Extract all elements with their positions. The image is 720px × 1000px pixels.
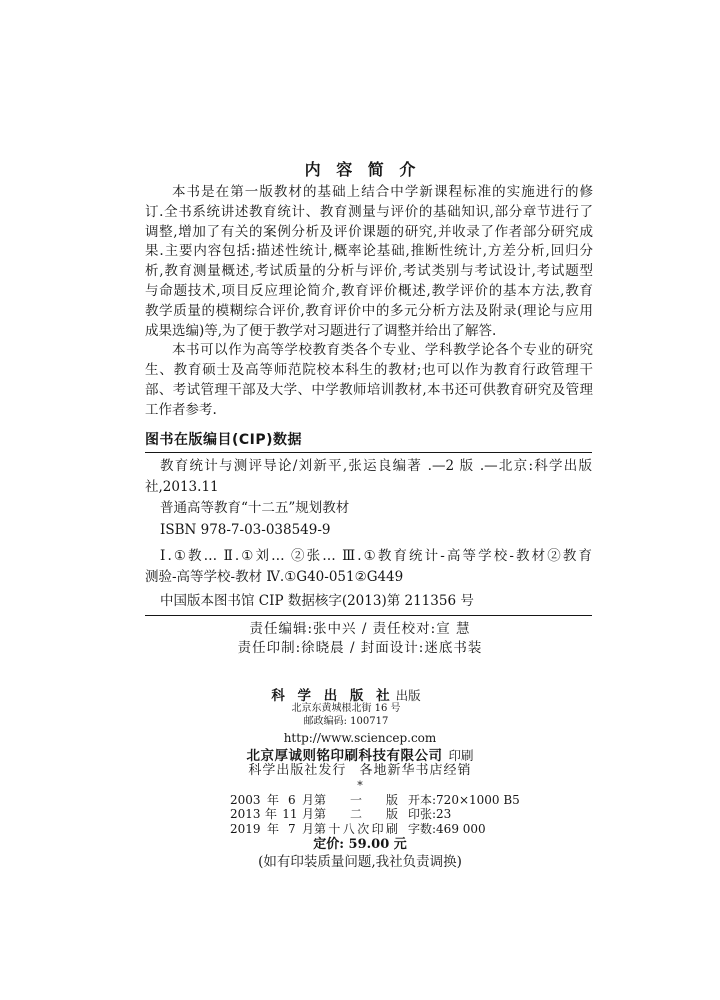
cip-line: 普通高等教育“十二五”规划教材 [160, 500, 350, 516]
edition-label: 第 一 版 [314, 793, 398, 807]
summary-line: 教学质量的模糊综合评价,教育评价中的多元分析方法及附录(理论与应用 [145, 302, 593, 319]
edition-row [230, 807, 451, 821]
printer-line [0, 746, 720, 764]
summary-title: 内 容 简 介 [304, 160, 421, 179]
edition-date: 2003 年 6 月 [230, 793, 314, 807]
summary-line: 本书可以作为高等学校教育类各个专业、学科教学论各个专业的研究 [172, 342, 593, 359]
edition-spec: 字数:469 000 [408, 822, 486, 836]
summary-text [145, 183, 593, 421]
publisher-url: http://www.sciencep.com [283, 731, 437, 745]
publisher-suffix: 出版 [395, 688, 421, 703]
publisher-address: 北京东黄城根北街 16 号 [291, 703, 401, 714]
summary-line: 与命题技术,项目反应理论简介,教育评价概述,教学评价的基本方法,教育 [145, 282, 593, 299]
cip-line: 测验-高等学校-教材 Ⅳ.①G40-051②G449 [145, 569, 404, 585]
summary-line: 本书是在第一版教材的基础上结合中学新课程标准的实施进行的修 [172, 184, 593, 200]
summary-line: 成果选编)等,为了便于教学对习题进行了调整并给出了解答. [145, 322, 497, 339]
summary-line: 调整,增加了有关的案例分析及评价课题的研究,并收录了作者部分研究成 [145, 223, 593, 240]
edition-label: 第十八次印刷 [314, 822, 398, 836]
summary-line: 析,教育测量概述,考试质量的分析与评价,考试类别与考试设计,考试题型 [145, 263, 593, 280]
credit-line: 责任编辑:张中兴 / 责任校对:宣 慧 [249, 621, 471, 637]
summary-line: 订.全书系统讲述教育统计、教育测量与评价的基础知识,部分章节进行了 [145, 203, 593, 220]
edition-spec: 印张:23 [408, 807, 452, 821]
edition-row [230, 822, 486, 836]
summary-line: 果.主要内容包括:描述性统计,概率论基础,推断性统计,方差分析,回归分 [145, 243, 593, 260]
cip-line: 社,2013.11 [145, 479, 219, 495]
publisher-postcode: 邮政编码: 100717 [303, 716, 389, 727]
edition-date: 2013 年 11 月 [230, 807, 314, 821]
cip-line: Ⅰ.①教… Ⅱ.①刘… ②张… Ⅲ.①教育统计-高等学校-教材②教育 [160, 548, 592, 564]
edition-label: 第 二 版 [314, 807, 398, 821]
summary-line: 部、考试管理干部及大学、中学教师培训教材,本书还可供教育研究及管理 [145, 381, 593, 398]
publisher-logo-text: 科 学 出 版 社 [271, 688, 394, 704]
edition-row [230, 793, 520, 807]
separator-asterisk: * [357, 779, 363, 792]
cip-isbn: ISBN 978-7-03-038549-9 [160, 522, 331, 538]
cip-top-rule [145, 452, 592, 453]
price: 定价: 59.00 元 [313, 837, 407, 852]
distribution-line: 科学出版社发行 各地新华书店经销 [248, 763, 472, 778]
printer-name: 北京厚诚则铭印刷科技有限公司 [246, 748, 443, 764]
cip-bottom-rule [145, 615, 592, 616]
summary-line: 工作者参考. [145, 401, 217, 418]
cip-record-number: 中国版本图书馆 CIP 数据核字(2013)第 211356 号 [160, 593, 474, 609]
credit-line: 责任印制:徐晓晨 / 封面设计:迷底书装 [237, 640, 483, 656]
cip-heading: 图书在版编目(CIP)数据 [145, 432, 303, 448]
quality-note: (如有印装质量问题,我社负责调换) [258, 854, 462, 870]
summary-line: 生、教育硕士及高等师范院校本科生的教材;也可以作为教育行政管理干 [145, 362, 593, 379]
printer-suffix: 印刷 [448, 748, 474, 763]
edition-date: 2019 年 7 月 [230, 822, 314, 836]
cip-line: 教育统计与测评导论/刘新平,张运良编著 .—2 版 .—北京:科学出版 [160, 458, 592, 474]
edition-spec: 开本:720×1000 B5 [408, 793, 520, 807]
